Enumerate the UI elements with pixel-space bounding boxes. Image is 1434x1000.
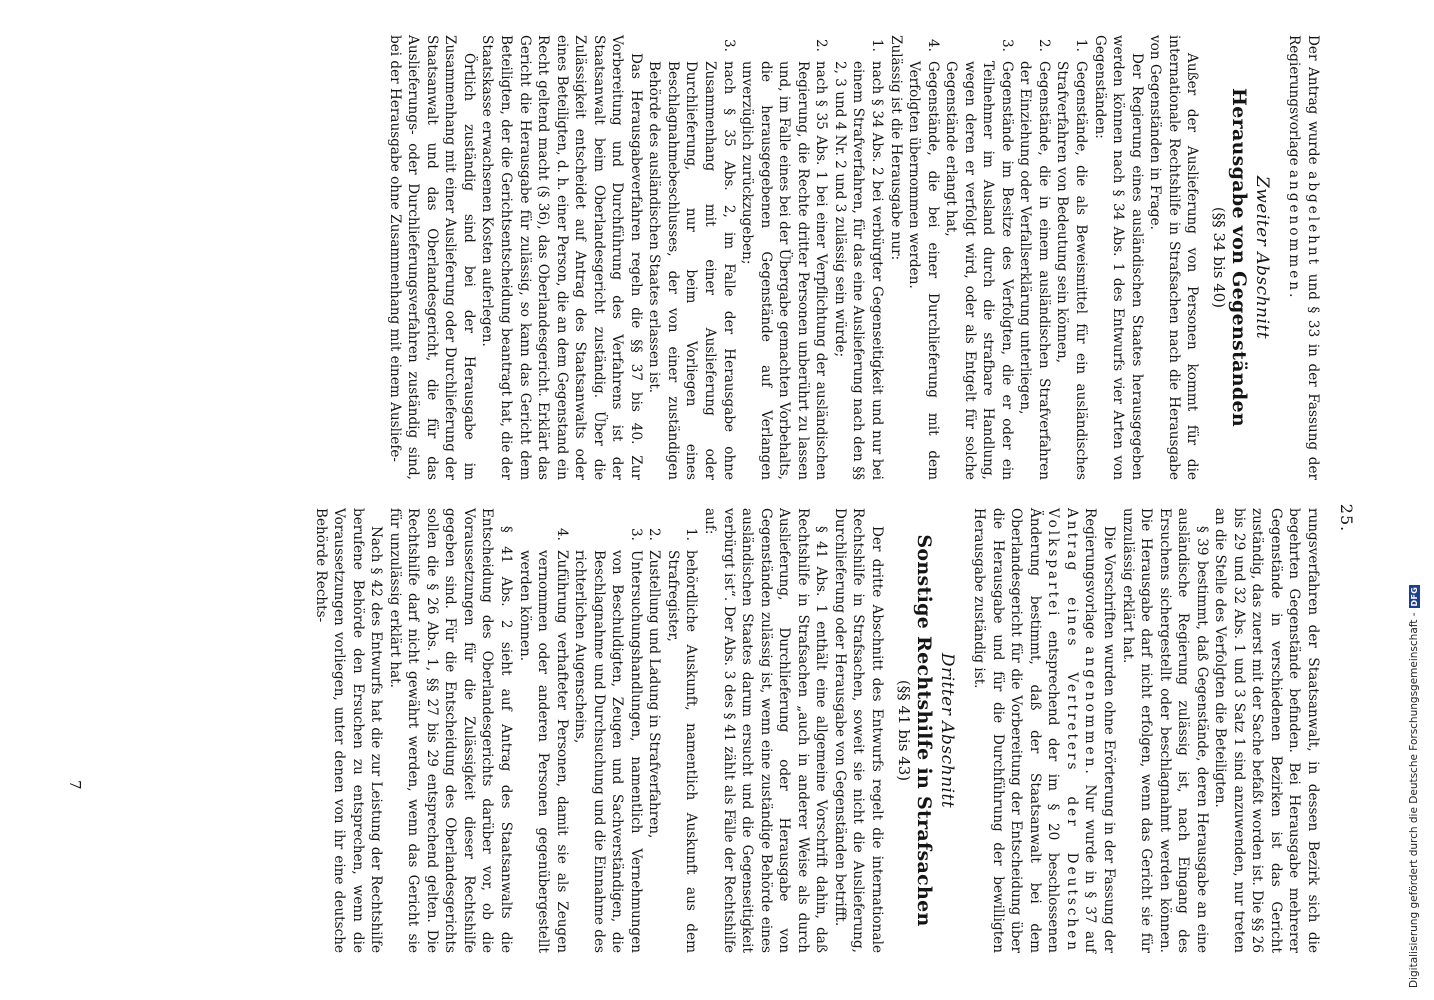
list-item	[1016, 35, 1053, 480]
intro-text-a: Der Antrag wurde	[1305, 35, 1321, 172]
intro-spaced-1: abgelehnt	[1305, 171, 1321, 268]
list-item-text: nach § 35 Abs. 1 bei einer Verpflichtung der ausländischen Regierung, die Rechte dritter Personen unberührt zu lassen und, im Falle eines bei der Übergabe gemachten Vorbehalts, die herausgegebenen Gegenstände auf Verlangen unverzüglich zurückzugeben;	[739, 61, 830, 480]
right-paragraph-3	[970, 508, 1118, 953]
list-item	[515, 508, 571, 953]
list-item-number: 3.	[998, 39, 1015, 52]
list-item	[738, 35, 831, 480]
list-item-text: Zustellung und Ladung in Strafverfahren,	[646, 550, 663, 839]
footer-text: Digitalisierung gefördert durch die Deutsche Forschungsgemeinschaft -	[1408, 612, 1420, 988]
left-paragraph-4: Das Herausgabeverfahren regeln die §§ 37 bis 40. Zur Vorbereitung und Durchführung des Verfahrens ist der Staatsanwalt beim Oberlandesgericht zuständig. Über die Zulässigkeit entscheidet auf Antrag des Staatsanwalts oder eines Beteiligten, d. h. einer Person, die an dem Gegenstand ein Recht geltend macht (§ 36), das Oberlandesgericht. Erklärt das Gericht die Herausgabe für zulässig, so kann das Gericht dem Beteiligten, der die Gerichtsentscheidung beantragt hat, die der Staatskasse erwachsenen Kosten auferlegen.	[479, 35, 644, 480]
p3-text-c: entsprechend der im § 20 beschlossenen Änderung bestimmt, daß der Staatsanwalt bei dem Oberlandesgericht für die Vorbereitung der Entscheidung über die Herausgabe und für die Durchführung der bewilligten Herausgabe zuständig ist.	[971, 508, 1062, 953]
assistance-cases-list	[515, 508, 700, 953]
list-item-number: 4.	[553, 528, 570, 541]
list-item-text: nach § 35 Abs. 2, im Falle der Herausgabe ohne Zusammenhang mit einer Auslieferung oder Durchlieferung, nur beim Vorliegen eines Beschlagnahmebeschlusses, der von einer zuständigen Behörde des ausländischen Staates erlassen ist.	[646, 61, 737, 480]
list-item-number: 2.	[1035, 39, 1052, 52]
list-item-text: behördliche Auskunft, namentlich Auskunft aus dem Strafregister,	[664, 550, 700, 953]
list-item-number: 2.	[646, 528, 663, 541]
folio-number: 7	[66, 780, 84, 790]
list-item-text: Zuführung verhafteter Personen, damit sie als Zeugen vernommen oder anderen Personen gegenübergestellt werden können.	[516, 550, 570, 953]
right-paragraph-2: § 39 bestimmt, daß Gegenstände, deren Herausgabe an eine ausländische Regierung zulässig ist, nach Eingang des Ersuchens sichergestellt oder beschlagnahmt werden können. Die Herausgabe darf nicht erfolgen, wenn das Gericht sie für unzulässig erklärt hat.	[1119, 508, 1210, 953]
object-types-list	[905, 35, 1090, 480]
intro-spaced-2: angenommen.	[1286, 169, 1303, 301]
list-item	[645, 508, 664, 953]
intro-paragraph	[1285, 35, 1322, 480]
p3-spaced-2: Antrag eines Vertreters der Deutschen Volkspartei	[1045, 508, 1080, 953]
right-paragraph-4: Der dritte Abschnitt des Entwurfs regelt die internationale Rechtshilfe in Strafsachen, soweit sie nicht die Auslieferung, Durchlieferung oder Herausgabe von Gegenständen betrifft.	[831, 508, 885, 953]
dfg-logo: DFG	[1409, 586, 1419, 607]
list-item	[830, 35, 886, 480]
left-paragraph-1: Außer der Auslieferung von Personen kommt für die internationale Rechtshilfe in Strafsachen nach die Herausgabe von Gegenständen in Frage.	[1147, 35, 1201, 480]
list-item-number: 1.	[868, 39, 885, 52]
list-item-number: 1.	[683, 528, 700, 541]
footer-text-row	[1405, 586, 1423, 988]
list-item-text: Gegenstände, die in einem ausländischen Strafverfahren der Einziehung oder Verfallserklärung unterliegen,	[1017, 61, 1052, 480]
digitization-footer	[1405, 586, 1425, 988]
page-number: 25.	[1337, 503, 1356, 533]
section3-range: (§§ 41 bis 43)	[894, 679, 913, 782]
left-paragraph-3: Zulässig ist die Herausgabe nur:	[887, 35, 904, 261]
list-item-text: Gegenstände im Besitze des Verfolgten, die er oder ein Teilnehmer im Ausland durch die strafbare Handlung, wegen deren er verfolgt wird, oder als Entgelt für solche Gegenstände erlangt hat,	[943, 61, 1015, 480]
left-column	[385, 35, 1322, 480]
section2-heading: Herausgabe von Gegenständen	[1228, 88, 1251, 427]
right-paragraph-1: rungsverfahren der Staatsanwalt, in dessen Bezirk sich die begehrten Gegenstände befinden. Bei Herausgabe mehrerer Gegenstände in verschiedenen Bezirken ist das Gericht zuständig, das zuerst mit der Sache befaßt worden ist. Die §§ 26 bis 29 und 32 Abs. 1 und 3 Satz 1 sind anzuwenden, nur treten an die Stelle des Verfolgten die Beteiligten.	[1212, 508, 1321, 953]
right-paragraph-7: Nach § 42 des Entwurfs hat die zur Leistung der Rechtshilfe berufene Behörde den Ersuchen zu entsprechen, wenn die Voraussetzungen vorliegen, unter denen von ihr eine deutsche Behörde Rechts-	[312, 508, 385, 953]
admissibility-list	[645, 35, 886, 480]
section3-title: Dritter Abschnitt	[936, 652, 957, 809]
list-item	[905, 35, 942, 480]
list-item-text: Gegenstände, die bei einer Durchlieferung mit dem Verfolgten übernommen werden.	[906, 61, 941, 480]
list-item-number: 3.	[720, 39, 737, 52]
list-item-number: 4.	[924, 39, 941, 52]
list-item	[663, 508, 700, 953]
list-item-number: 3.	[627, 528, 644, 541]
section2-range: (§§ 34 bis 40)	[1209, 206, 1228, 309]
p3-spaced-1: angenommen.	[1082, 646, 1099, 777]
right-column	[311, 508, 1322, 953]
list-item-number: 1.	[1072, 39, 1089, 52]
list-item	[1053, 35, 1090, 480]
list-item	[645, 35, 738, 480]
list-item-text: Gegenstände, die als Beweismittel für ein ausländisches Strafverfahren von Bedeutung sein können,	[1054, 61, 1089, 480]
p3-text-a: Die Vorschriften wurden ohne Erörterung in der Fassung der Regierungsvorlage	[1082, 508, 1117, 953]
list-item	[942, 35, 1016, 480]
left-paragraph-2: Der Regierung eines ausländischen Staates herausgegeben werden können nach § 34 Abs. 1 des Entwurfs vier Arten von Gegenständen:	[1091, 35, 1145, 480]
list-item	[571, 508, 645, 953]
list-item-text: nach § 34 Abs. 2 bei verbürgter Gegenseitigkeit und nur bei einem Strafverfahren, für das eine Auslieferung nach den §§ 2, 3 und 4 Nr. 2 und 3 zulässig sein würde;	[831, 61, 885, 480]
section3-heading: Sonstige Rechtshilfe in Strafsachen	[913, 534, 936, 927]
intro-text-b: und § 33 in der Fassung der Regierungsvorlage	[1286, 35, 1321, 480]
section2-title: Zweiter Abschnitt	[1251, 175, 1272, 340]
list-item-text: Untersuchungshandlungen, namentlich Vernehmungen von Beschuldigten, Zeugen und Sachverständigen, die Beschlagnahme und Durchsuchung und die Einnahme des richterlichen Augenscheins,	[572, 550, 644, 953]
p3-text-b: Nur wurde in § 37 auf	[1082, 776, 1099, 953]
list-item-number: 2.	[813, 39, 830, 52]
right-paragraph-6: § 41 Abs. 2 sieht auf Antrag des Staatsanwalts die Entscheidung des Oberlandesgerichts darüber vor, ob die Voraussetzungen für die Zulässigkeit dieser Rechtshilfe gegeben sind. Für die Entscheidung des Oberlandesgerichts sollen die § 26 Abs. 1, §§ 27 bis 29 entsprechend gelten. Die Rechtshilfe darf nicht gewährt werden, wenn das Gericht sie für unzulässig erklärt hat.	[386, 508, 515, 953]
right-paragraph-5: § 41 Abs. 1 enthält eine allgemeine Vorschrift dahin, daß Rechtshilfe in Strafsachen „auch in anderer Weise als durch Auslieferung, Durchlieferung oder Herausgabe von Gegenständen zulässig ist, wenn eine zuständige Behörde eines ausländischen Staates darum ersucht und die Gegenseitigkeit verbürgt ist“. Der Abs. 3 des § 41 zählt als Fälle der Rechtshilfe auf:	[702, 508, 830, 953]
left-paragraph-5: Örtlich zuständig sind bei der Herausgabe im Zusammenhang mit einer Auslieferung oder Durchlieferung der Staatsanwalt und das Oberlandesgericht, die für das Auslieferungs- oder Durchlieferungsverfahren zuständig sind, bei der Herausgabe ohne Zusammenhang mit einem Ausliefe-	[386, 35, 477, 480]
